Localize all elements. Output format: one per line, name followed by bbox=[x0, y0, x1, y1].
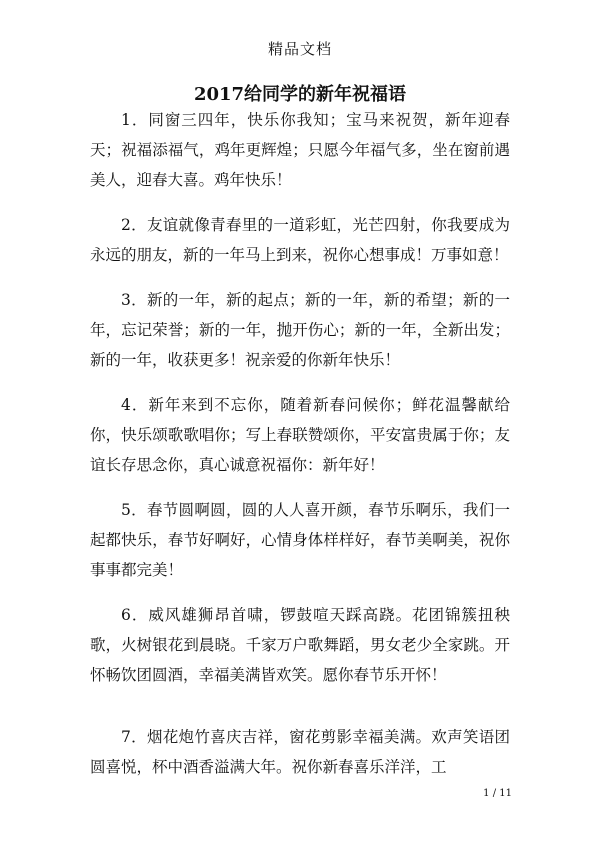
blessing-paragraph-3: 3．新的一年，新的起点；新的一年，新的希望；新的一年，忘记荣誉；新的一年，抛开伤心；新的一年，全新出发；新的一年，收获更多！祝亲爱的你新年快乐！ bbox=[90, 291, 510, 369]
blessing-paragraph-6: 6．威风雄狮昂首啸，锣鼓喧天踩高跷。花团锦簇扭秧歌，火树银花到晨晓。千家万户歌舞蹈，男女老少全家跳。开怀畅饮团圆酒，幸福美满皆欢笑。愿你春节乐开怀！ bbox=[90, 606, 510, 684]
blessing-paragraph-1: 1．同窗三四年，快乐你我知；宝马来祝贺，新年迎春天；祝福添福气，鸡年更辉煌；只愿今年福气多，坐在窗前遇美人，迎春大喜。鸡年快乐！ bbox=[90, 111, 510, 189]
document-header: 精品文档 bbox=[267, 40, 332, 58]
blessing-paragraph-5: 5．春节圆啊圆，圆的人人喜开颜，春节乐啊乐，我们一起都快乐，春节好啊好，心情身体样样好，春节美啊美，祝你事事都完美！ bbox=[90, 501, 510, 579]
document-body bbox=[90, 105, 510, 797]
page-title: 2017给同学的新年祝福语 bbox=[193, 84, 407, 105]
blessing-paragraph-2: 2．友谊就像青春里的一道彩虹，光芒四射，你我要成为永远的朋友，新的一年马上到来，祝你心想事成！万事如意！ bbox=[90, 216, 510, 264]
blessing-paragraph-7: 7．烟花炮竹喜庆吉祥，窗花剪影幸福美满。欢声笑语团圆喜悦，杯中酒香溢满大年。祝你新春喜乐洋洋，工 bbox=[90, 728, 510, 776]
blessing-paragraph-4: 4．新年来到不忘你，随着新春问候你；鲜花温馨献给你，快乐颂歌歌唱你；写上春联赞颂你，平安富贵属于你；友谊长存思念你，真心诚意祝福你：新年好！ bbox=[90, 396, 510, 474]
page-number: 1 / 11 bbox=[483, 788, 512, 799]
